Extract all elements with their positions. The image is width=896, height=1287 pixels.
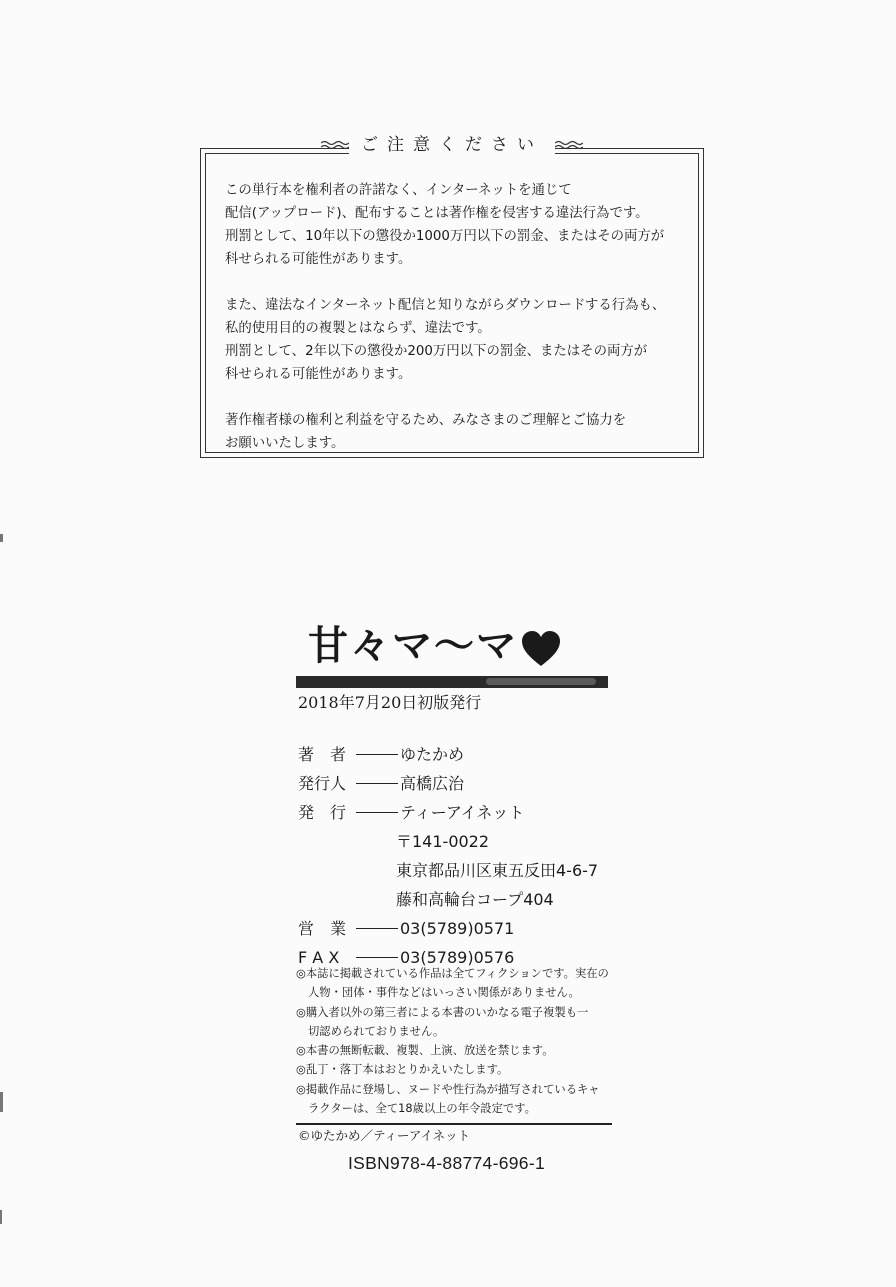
wave-ornament-right-icon: [555, 140, 583, 150]
publication-date: 2018年7月20日初版発行: [298, 693, 482, 712]
note-line: ◎掲載作品に登場し、ヌードや性行為が描写されているキャ: [296, 1082, 600, 1096]
notes-divider: [296, 1123, 612, 1125]
sales-row: [298, 914, 598, 943]
notice-header: [201, 133, 703, 157]
copyright: ©ゆたかめ／ティーアイネット: [298, 1128, 471, 1143]
notice-line: お願いいたします。: [225, 436, 345, 451]
notice-paragraph-1: [225, 179, 693, 271]
book-title-block: [308, 620, 562, 672]
sales-phone: 03(5789)0571: [400, 919, 515, 938]
notice-line: 配信(アップロード)、配布することは著作権を侵害する違法行為です。: [225, 206, 649, 221]
scan-edge-mark: [0, 1092, 3, 1112]
dash-divider: [356, 812, 398, 813]
dash-divider: [356, 957, 398, 958]
scan-edge-mark: [0, 534, 3, 542]
dash-divider: [356, 928, 398, 929]
notice-box: [200, 135, 704, 458]
heart-icon: [520, 630, 562, 668]
address-line-1: 東京都品川区東五反田4-6-7: [396, 861, 599, 880]
publisher-person-row: [298, 769, 598, 798]
notice-body: [225, 179, 693, 455]
fax-label: F A X: [298, 948, 340, 967]
scan-edge-mark: [0, 1210, 2, 1224]
note-line: ラクターは、全て18歳以上の年令設定です。: [308, 1102, 536, 1116]
notice-line: この単行本を権利者の許諾なく、インターネットを通じて: [225, 183, 572, 198]
author-row: [298, 740, 598, 769]
note-line: ◎本誌に掲載されている作品は全てフィクションです。実在の: [296, 967, 609, 980]
note-line: ◎購入者以外の第三者による本書のいかなる電子複製も一: [296, 1005, 589, 1019]
notice-line: 科せられる可能性があります。: [225, 252, 412, 267]
notice-paragraph-3: [225, 409, 693, 455]
publisher-label: 発 行: [298, 803, 347, 822]
publisher-info: [298, 740, 598, 972]
isbn: ISBN978-4-88774-696-1: [348, 1153, 545, 1173]
sales-label: 営 業: [298, 919, 347, 938]
note-line: ◎乱丁・落丁本はおとりかえいたします。: [296, 1063, 509, 1077]
wave-ornament-left-icon: [321, 140, 349, 150]
notice-line: また、違法なインターネット配信と知りながらダウンロードする行為も、: [225, 298, 666, 313]
dash-divider: [356, 754, 398, 755]
postal-code: 〒141-0022: [396, 832, 490, 851]
book-title: 甘々マ〜マ: [308, 622, 518, 669]
notice-line: 著作権者様の権利と利益を守るため、みなさまのご理解とご協力を: [225, 413, 627, 428]
author-label: 著 者: [298, 745, 347, 764]
notice-title: ご注意ください: [349, 133, 555, 157]
dash-divider: [356, 783, 398, 784]
publisher-row: [298, 798, 598, 827]
note-line: ◎本書の無断転載、複製、上演、放送を禁じます。: [296, 1044, 554, 1058]
notice-line: 科せられる可能性があります。: [225, 367, 412, 382]
note-line: 人物・団体・事件などはいっさい関係がありません。: [308, 986, 580, 1000]
notice-paragraph-2: [225, 294, 693, 386]
notice-line: 刑罰として、2年以下の懲役か200万円以下の罰金、またはその両方が: [225, 344, 648, 359]
address-line-2: 藤和高輪台コープ404: [396, 890, 554, 909]
note-line: 切認められておりません。: [308, 1024, 445, 1038]
title-underline-bar: [296, 676, 608, 688]
author-value: ゆたかめ: [400, 745, 465, 764]
legal-notes: [296, 964, 616, 1118]
publisher-person-label: 発行人: [298, 774, 347, 793]
publisher-value: ティーアイネット: [400, 803, 525, 822]
notice-line: 私的使用目的の複製とはならず、違法です。: [225, 321, 491, 336]
fax-number: 03(5789)0576: [400, 948, 515, 967]
notice-line: 刑罰として、10年以下の懲役か1000万円以下の罰金、またはその両方が: [225, 229, 665, 244]
publisher-person-value: 高橋広治: [400, 774, 465, 793]
